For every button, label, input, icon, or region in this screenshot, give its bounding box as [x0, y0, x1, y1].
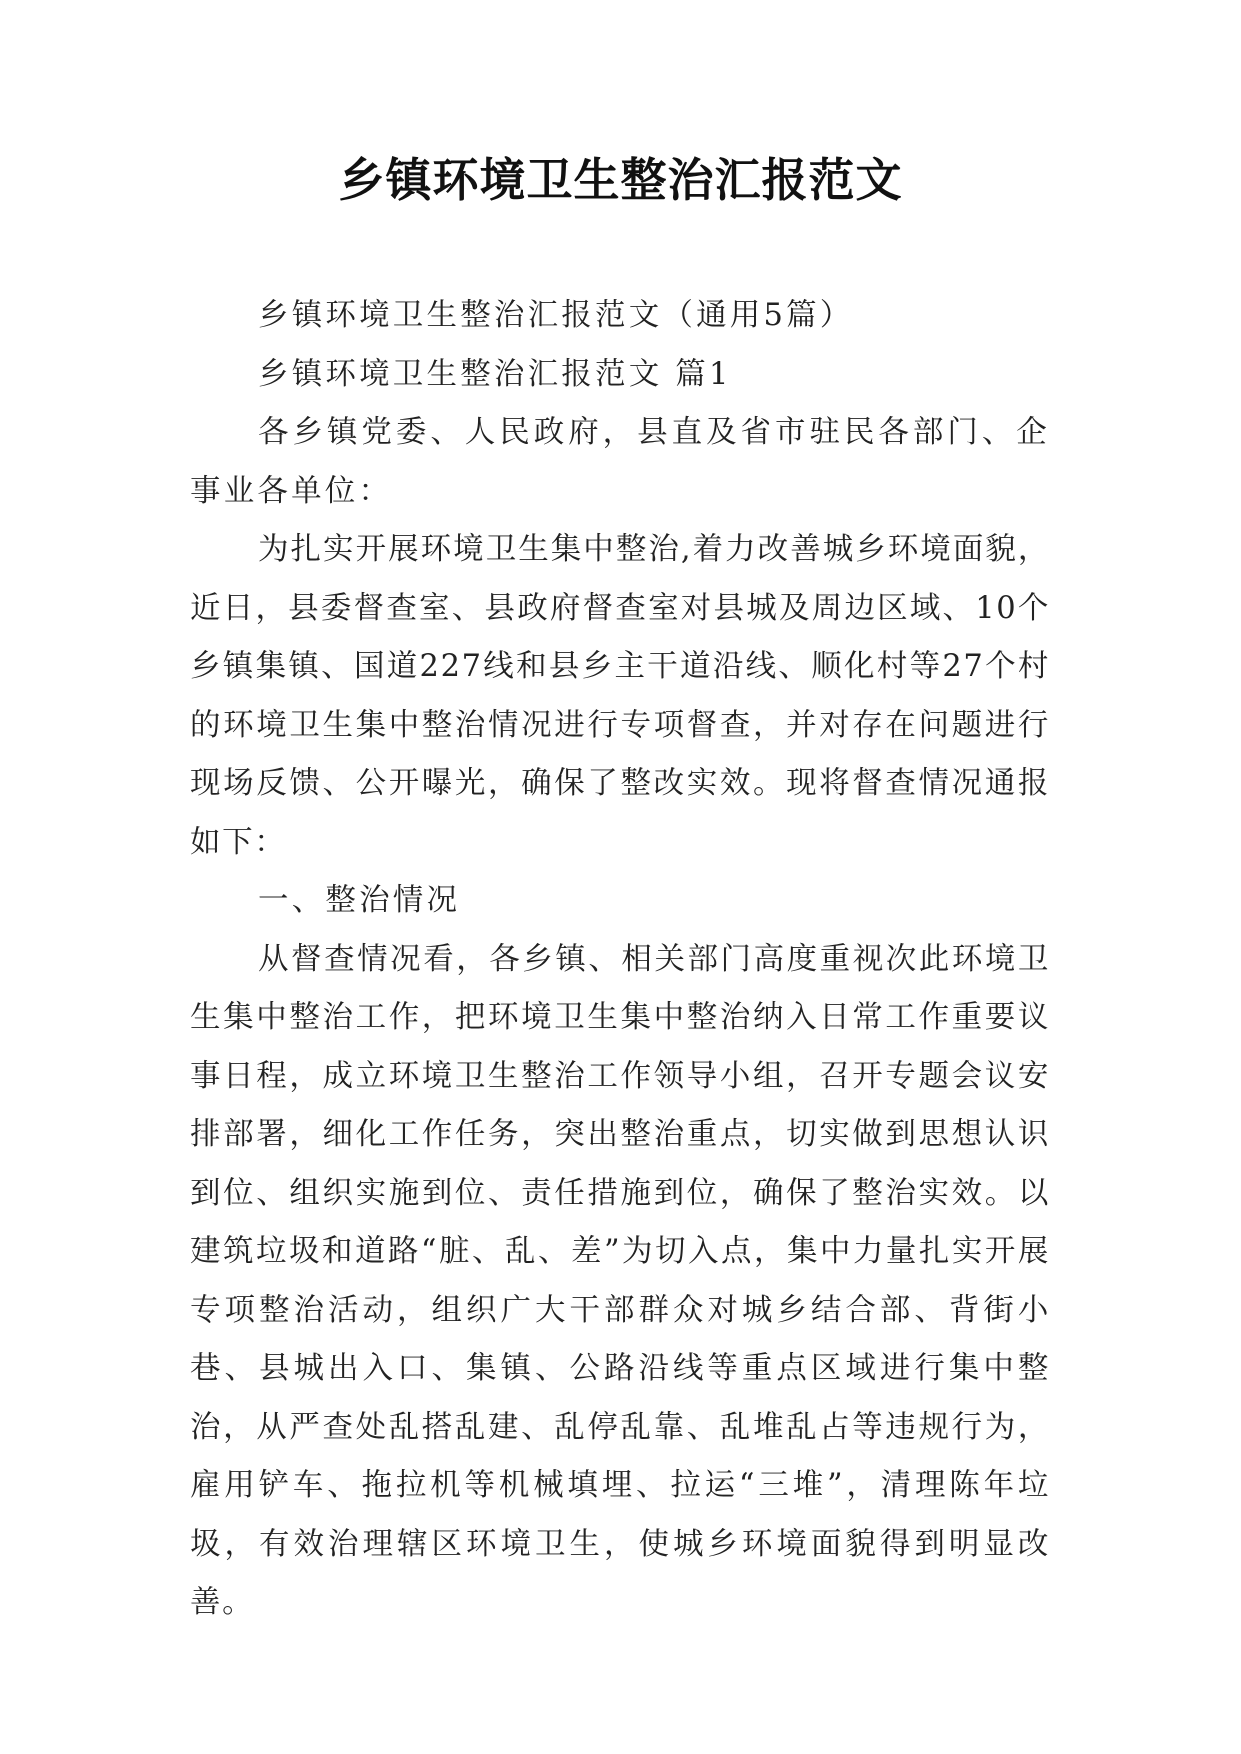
document-title: 乡镇环境卫生整治汇报范文	[338, 153, 903, 207]
document-body	[190, 287, 1050, 1633]
intro-paragraph: 为扎实开展环境卫生集中整治,着力改善城乡环境面貌，近日，县委督查室、县政府督查室对县城及周边区域、10个乡镇集镇、国道227线和县乡主干道沿线、顺化村等27个村的环境卫生集中整治情况进行专项督查，并对存在问题进行现场反馈、公开曝光，确保了整改实效。现将督查情况通报如下：	[190, 532, 1050, 860]
salutation-paragraph: 各乡镇党委、人民政府，县直及省市驻民各部门、企事业各单位：	[190, 415, 1050, 509]
section-one-paragraph: 从督查情况看，各乡镇、相关部门高度重视次此环境卫生集中整治工作，把环境卫生集中整治纳入日常工作重要议事日程，成立环境卫生整治工作领导小组，召开专题会议安排部署，细化工作任务，突出整治重点，切实做到思想认识到位、组织实施到位、责任措施到位，确保了整治实效。以建筑垃圾和道路“脏、乱、差”为切入点，集中力量扎实开展专项整治活动，组织广大干部群众对城乡结合部、背街小巷、县城出入口、集镇、公路沿线等重点区域进行集中整治，从严查处乱搭乱建、乱停乱靠、乱堆乱占等违规行为，雇用铲车、拖拉机等机械填埋、拉运“三堆”，清理陈年垃圾，有效治理辖区环境卫生，使城乡环境面貌得到明显改善。	[190, 941, 1050, 1620]
subtitle-paragraph: 乡镇环境卫生整治汇报范文（通用5篇）	[258, 298, 854, 333]
section-heading-paragraph: 乡镇环境卫生整治汇报范文 篇1	[258, 356, 732, 392]
section-one-heading: 一、整治情况	[258, 883, 461, 918]
